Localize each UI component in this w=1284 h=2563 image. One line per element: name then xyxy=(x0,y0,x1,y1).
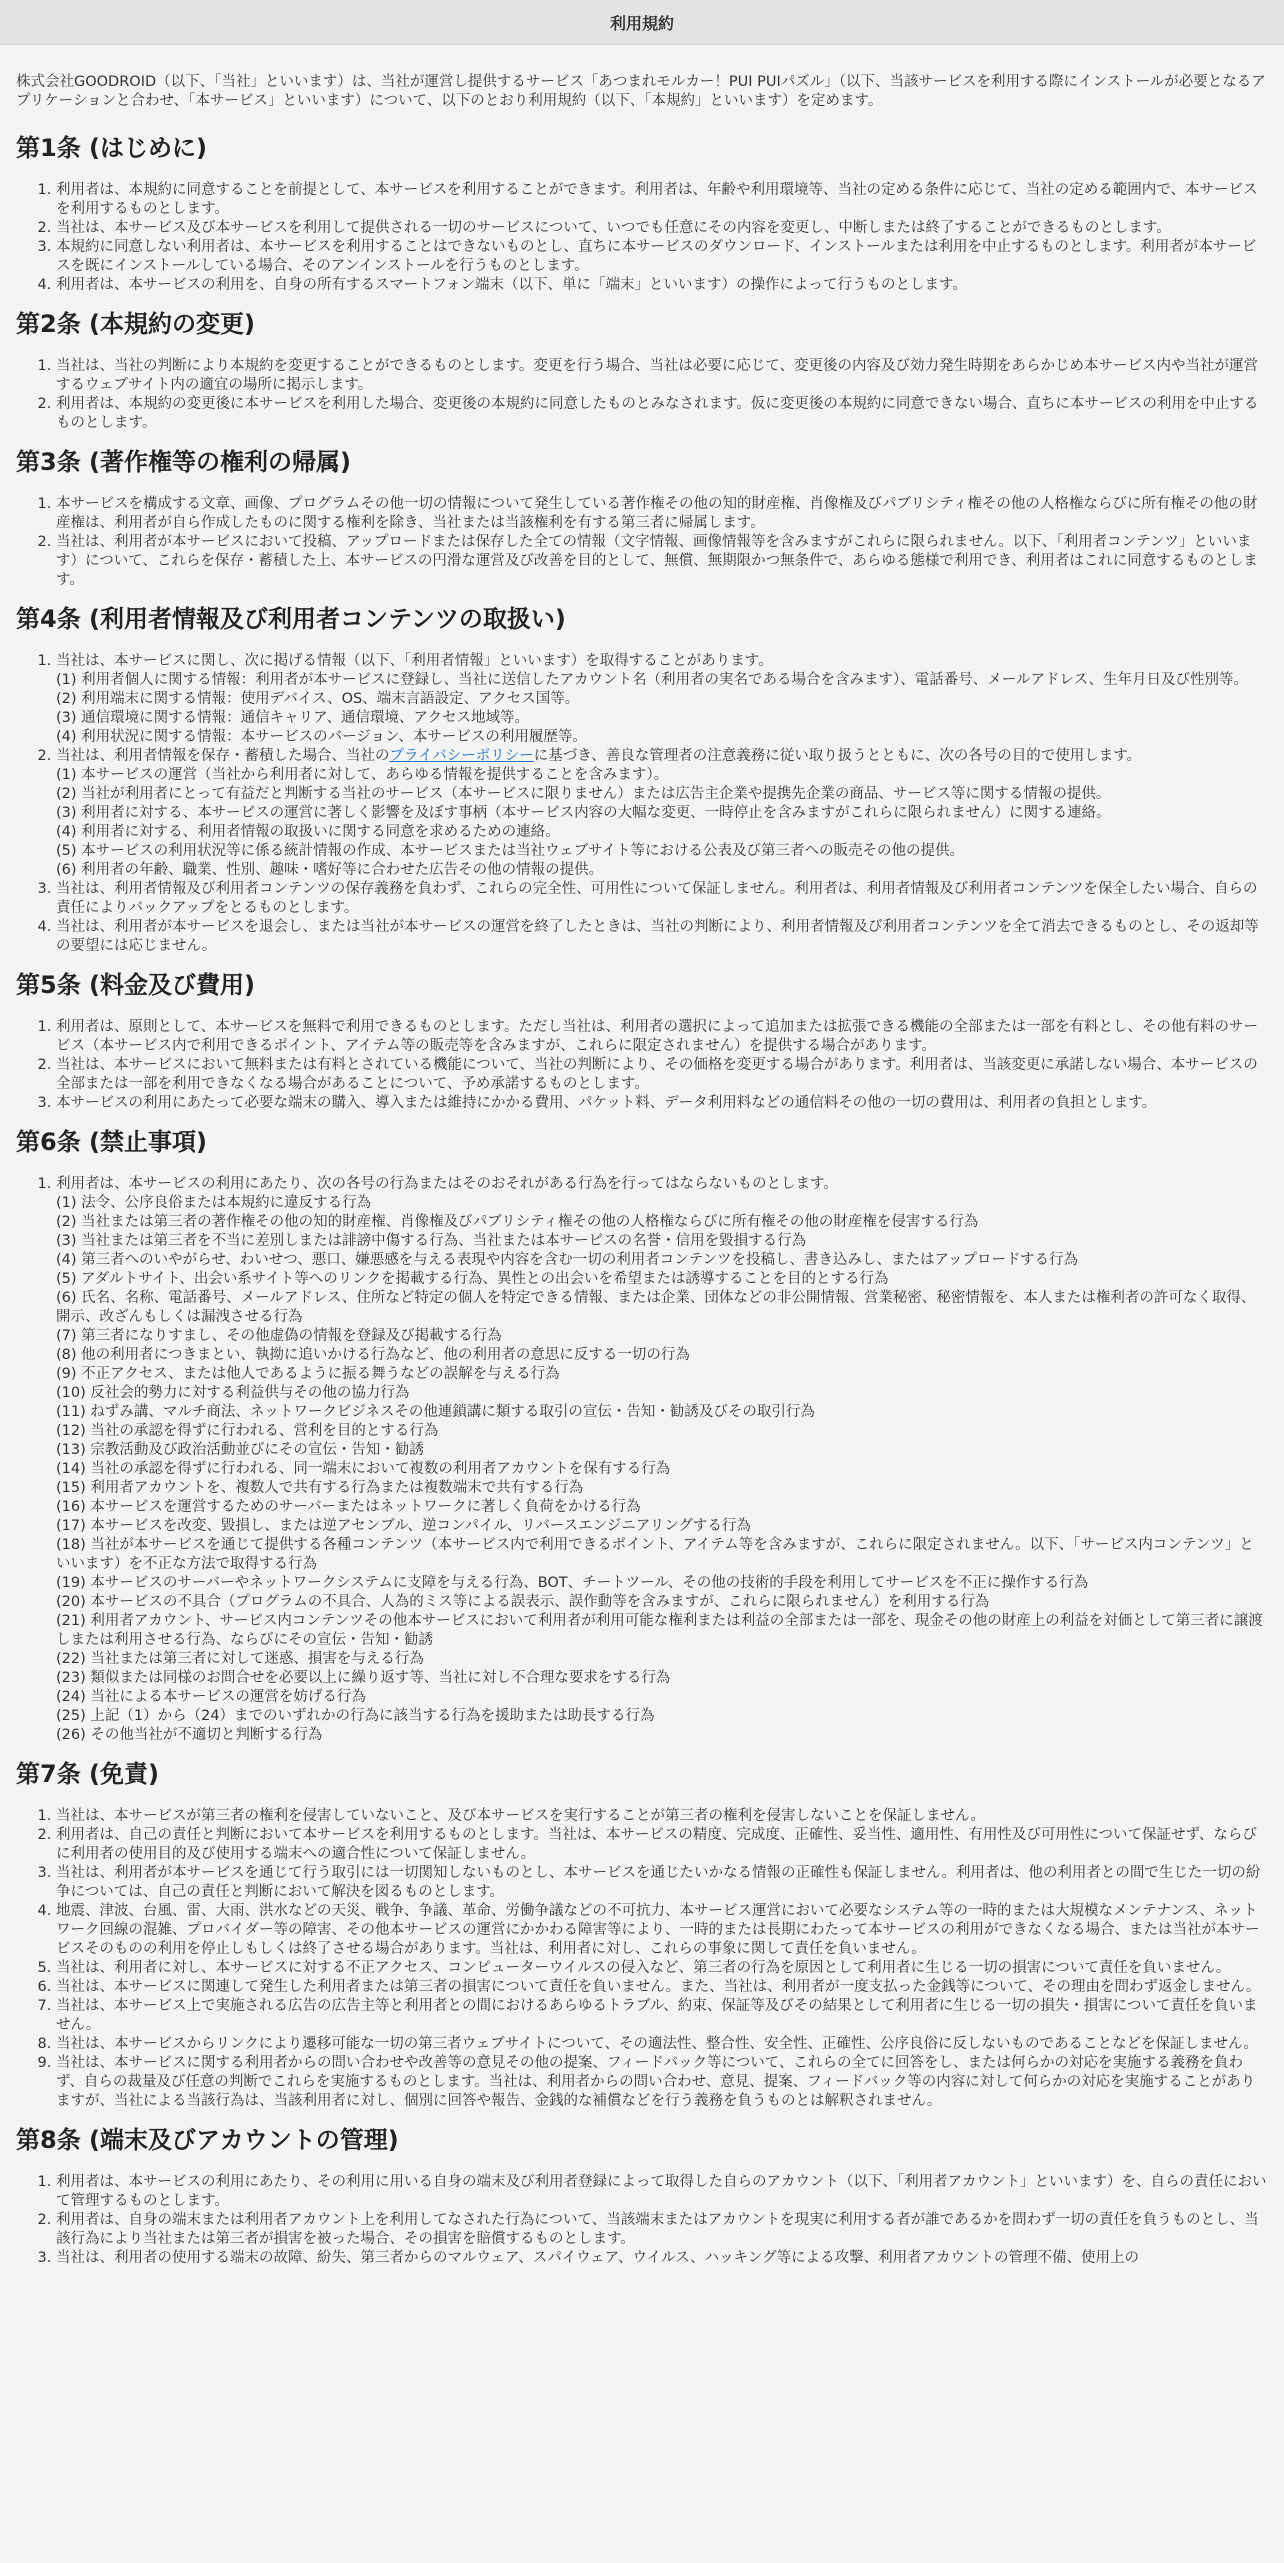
sub-item: (24) 当社による本サービスの運営を妨げる行為 xyxy=(56,1689,366,1705)
item-text: 本サービスの利用にあたって必要な端末の購入、導入または維持にかかる費用、パケット料、データ利用料などの通信料その他の一切の費用は、利用者の負担とします。 xyxy=(56,1095,1157,1111)
item-text: 利用者は、本サービスの利用を、自身の所有するスマートフォン端末（以下、単に「端末」といいます）の操作によって行うものとします。 xyxy=(56,277,967,293)
article-item xyxy=(56,747,1268,880)
article-item xyxy=(56,1175,1268,1745)
item-text: 当社は、本サービスにおいて無料または有料とされている機能について、当社の判断により、その価格を変更する場合があります。利用者は、当該変更に承諾しない場合、本サービスの全部または一部を利用できなくなる場合があることについて、予め承諾するものとします。 xyxy=(56,1057,1258,1092)
item-text: 当社は、利用者に対し、本サービスに対する不正アクセス、コンピューターウイルスの侵入など、第三者の行為を原因として利用者に生じる一切の損害について責任を負いません。 xyxy=(56,1960,1231,1976)
article-item xyxy=(56,1018,1268,1056)
item-text: 当社は、利用者情報を保存・蓄積した場合、当社の xyxy=(56,748,390,764)
item-text: 当社は、本サービスが第三者の権利を侵害していないこと、及び本サービスを実行することが第三者の権利を侵害しないことを保証しません。 xyxy=(56,1808,985,1824)
sub-item: (3) 利用者に対する、本サービスの運営に著しく影響を及ぼす事柄（本サービス内容の大幅な変更、一時停止を含みますがこれらに限られません）に関する連絡。 xyxy=(56,805,1111,821)
article-item xyxy=(56,2173,1268,2211)
sub-item: (13) 宗教活動及び政治活動並びにその宣伝・告知・勧誘 xyxy=(56,1442,424,1458)
article-title: 第2条 (本規約の変更) xyxy=(16,310,255,338)
article-list xyxy=(16,495,1268,590)
item-text: 利用者は、原則として、本サービスを無料で利用できるものとします。ただし当社は、利用者の選択によって追加または拡張できる機能の全部または一部を有料とし、その他有料のサービス（本サービス内で利用できるポイント、アイテム等の販売等を含みますが、これらに限定されません）を提供する場合があります。 xyxy=(56,1019,1259,1054)
item-text: 利用者は、本サービスの利用にあたり、その利用に用いる自身の端末及び利用者登録によって取得した自らのアカウント（以下、「利用者アカウント」といいます）を、自らの責任において管理するものとします。 xyxy=(56,2174,1267,2209)
header-bar xyxy=(0,0,1284,45)
article-item xyxy=(56,2054,1268,2111)
item-text: 当社は、利用者情報及び利用者コンテンツの保存義務を負わず、これらの完全性、可用性について保証しません。利用者は、利用者情報及び利用者コンテンツを保全したい場合、自らの責任によりバックアップをとるものとします。 xyxy=(56,881,1258,916)
article-list xyxy=(16,1018,1268,1113)
sub-item: (4) 利用状況に関する情報：本サービスのバージョン、本サービスの利用履歴等。 xyxy=(56,729,587,745)
sub-item: (20) 本サービスの不具合（プログラムの不具合、人為的ミス等による誤表示、誤作動等を含みますが、これらに限られません）を利用する行為 xyxy=(56,1594,990,1610)
sub-item: (5) 本サービスの利用状況等に係る統計情報の作成、本サービスまたは当社ウェブサイト等における公表及び第三者への販売その他の提供。 xyxy=(56,843,965,859)
sub-item: (6) 氏名、名称、電話番号、メールアドレス、住所など特定の個人を特定できる情報、または企業、団体などの非公開情報、営業秘密、秘密情報を、本人または権利者の許可なく取得、開示、改ざんもしくは漏洩させる行為 xyxy=(56,1290,1256,1325)
article-title: 第5条 (料金及び費用) xyxy=(16,971,255,999)
item-text: 当社は、本サービスに関連して発生した利用者または第三者の損害について責任を負いません。また、当社は、利用者が一度支払った金銭等について、その理由を問わず返金しません。 xyxy=(56,1979,1261,1995)
sub-item: (25) 上記（1）から（24）までのいずれかの行為に該当する行為を援助または助長する行為 xyxy=(56,1708,655,1724)
article-list xyxy=(16,1807,1268,2111)
article-item xyxy=(56,1864,1268,1902)
article-item xyxy=(56,357,1268,395)
sub-item: (12) 当社の承認を得ずに行われる、営利を目的とする行為 xyxy=(56,1423,439,1439)
sub-item: (23) 類似または同様のお問合せを必要以上に繰り返す等、当社に対し不合理な要求をする行為 xyxy=(56,1670,671,1686)
sub-item: (7) 第三者になりすまし、その他虚偽の情報を登録及び掲載する行為 xyxy=(56,1328,502,1344)
sub-item: (3) 通信環境に関する情報：通信キャリア、通信環境、アクセス地域等。 xyxy=(56,710,530,726)
article-item xyxy=(56,1094,1268,1113)
article-item xyxy=(56,1826,1268,1864)
article-item xyxy=(56,2249,1268,2268)
sub-item: (1) 法令、公序良俗または本規約に違反する行為 xyxy=(56,1195,372,1211)
article-list xyxy=(16,652,1268,956)
sub-item: (10) 反社会的勢力に対する利益供与その他の協力行為 xyxy=(56,1385,410,1401)
article-item xyxy=(56,1978,1268,1997)
article-title: 第6条 (禁止事項) xyxy=(16,1128,207,1156)
sub-item: (11) ねずみ講、マルチ商法、ネットワークビジネスその他連鎖講に類する取引の宣伝・告知・勧誘及びその取引行為 xyxy=(56,1404,815,1420)
sub-item: (3) 当社または第三者を不当に差別しまたは誹謗中傷する行為、当社または本サービスの名誉・信用を毀損する行為 xyxy=(56,1233,807,1249)
sub-item: (8) 他の利用者につきまとい、執拗に追いかける行為など、他の利用者の意思に反する一切の行為 xyxy=(56,1347,690,1363)
sub-item: (19) 本サービスのサーバーやネットワークシステムに支障を与える行為、BOT、チートツール、その他の技術的手段を利用してサービスを不正に操作する行為 xyxy=(56,1575,1089,1591)
item-text: 当社は、利用者が本サービスを通じて行う取引には一切関知しないものとし、本サービスを通じたいかなる情報の正確性も保証しません。利用者は、他の利用者との間で生じた一切の紛争については、自己の責任と判断において解決を図るものとします。 xyxy=(56,1865,1261,1900)
article-list xyxy=(16,181,1268,295)
article-item xyxy=(56,395,1268,433)
article-item xyxy=(56,1902,1268,1959)
sub-item: (2) 利用端末に関する情報：使用デバイス、OS、端末言語設定、アクセス国等。 xyxy=(56,691,580,707)
item-text: 当社は、利用者が本サービスにおいて投稿、アップロードまたは保存した全ての情報（文字情報、画像情報等を含みますがこれらに限られません。以下、「利用者コンテンツ」といいます）について、これらを保存・蓄積した上、本サービスの円滑な運営及び改善を目的として、無償、無期限かつ無条件で、あらゆる態様で利用でき、利用者はこれに同意するものとします。 xyxy=(56,534,1258,588)
article-item xyxy=(56,495,1268,533)
article-list xyxy=(16,2173,1268,2268)
sub-item: (4) 第三者へのいやがらせ、わいせつ、悪口、嫌悪感を与える表現や内容を含む一切の利用者コンテンツを投稿し、書き込みし、またはアップロードする行為 xyxy=(56,1252,1079,1268)
sub-item: (5) アダルトサイト、出会い系サイト等へのリンクを掲載する行為、異性との出会いを希望または誘導することを目的とする行為 xyxy=(56,1271,889,1287)
article-item xyxy=(56,533,1268,590)
item-text: 利用者は、自己の責任と判断において本サービスを利用するものとします。当社は、本サービスの精度、完成度、正確性、妥当性、適用性、有用性及び可用性について保証せず、ならびに利用者の使用目的及び使用する端末への適合性について保証しません。 xyxy=(56,1827,1257,1862)
sub-item: (21) 利用者アカウント、サービス内コンテンツその他本サービスにおいて利用者が利用可能な権利または利益の全部または一部を、現金その他の財産上の利益を対価として第三者に譲渡しまたは利用させる行為、ならびにその宣伝・告知・勧誘 xyxy=(56,1613,1263,1648)
article-item xyxy=(56,219,1268,238)
article-item xyxy=(56,276,1268,295)
articles-container xyxy=(16,133,1268,2268)
item-text: 当社は、本サービスからリンクにより遷移可能な一切の第三者ウェブサイトについて、その適法性、整合性、安全性、正確性、公序良俗に反しないものであることなどを保証しません。 xyxy=(56,2036,1258,2052)
item-text: 当社は、利用者が本サービスを退会し、または当社が本サービスの運営を終了したときは、当社の判断により、利用者情報及び利用者コンテンツを全て消去できるものとし、その返却等の要望には応じません。 xyxy=(56,919,1259,954)
article-title: 第3条 (著作権等の権利の帰属) xyxy=(16,448,351,476)
sub-item: (22) 当社または第三者に対して迷惑、損害を与える行為 xyxy=(56,1651,424,1667)
article-item xyxy=(56,1959,1268,1978)
sub-item: (26) その他当社が不適切と判断する行為 xyxy=(56,1727,323,1743)
sub-item: (1) 本サービスの運営（当社から利用者に対して、あらゆる情報を提供することを含みます）。 xyxy=(56,767,669,783)
sub-item: (9) 不正アクセス、または他人であるように振る舞うなどの誤解を与える行為 xyxy=(56,1366,560,1382)
article-item xyxy=(56,1056,1268,1094)
sub-item: (18) 当社が本サービスを通じて提供する各種コンテンツ（本サービス内で利用できるポイント、アイテム等を含みますが、これらに限定されません。以下、「サービス内コンテンツ」といいます）を不正な方法で取得する行為 xyxy=(56,1537,1254,1572)
item-text: に基づき、善良な管理者の注意義務に従い取り扱うとともに、次の各号の目的で使用します。 xyxy=(533,748,1142,764)
item-text: 当社は、利用者の使用する端末の故障、紛失、第三者からのマルウェア、スパイウェア、ウイルス、ハッキング等による攻撃、利用者アカウントの管理不備、使用上の xyxy=(56,2250,1139,2266)
article-item xyxy=(56,880,1268,918)
sub-item: (14) 当社の承認を得ずに行われる、同一端末において複数の利用者アカウントを保有する行為 xyxy=(56,1461,671,1477)
item-text: 当社は、本サービス及び本サービスを利用して提供される一切のサービスについて、いつでも任意にその内容を変更し、中断しまたは終了することができるものとします。 xyxy=(56,220,1171,236)
item-text: 本サービスを構成する文章、画像、プログラムその他一切の情報について発生している著作権その他の知的財産権、肖像権及びパブリシティ権その他の人格権ならびに所有権その他の財産権は、利用者が自ら作成したものに関する権利を除き、当社または当該権利を有する第三者に帰属します。 xyxy=(56,496,1258,531)
terms-content[interactable] xyxy=(0,45,1284,2268)
item-text: 当社は、本サービス上で実施される広告の広告主等と利用者との間におけるあらゆるトラブル、約束、保証等及びその結果として利用者に生じる一切の損失・損害について責任を負いません。 xyxy=(56,1998,1258,2033)
item-text: 当社は、本サービスに関し、次に掲げる情報（以下、「利用者情報」といいます）を取得することがあります。 xyxy=(56,653,773,669)
item-text: 利用者は、本サービスの利用にあたり、次の各号の行為またはそのおそれがある行為を行ってはならないものとします。 xyxy=(56,1176,838,1192)
item-text: 本規約に同意しない利用者は、本サービスを利用することはできないものとし、直ちに本サービスのダウンロード、インストールまたは利用を中止するものとします。利用者が本サービスを既にインストールしている場合、そのアンインストールを行うものとします。 xyxy=(56,239,1257,274)
item-text: 利用者は、本規約の変更後に本サービスを利用した場合、変更後の本規約に同意したものとみなされます。仮に変更後の本規約に同意できない場合、直ちに本サービスの利用を中止するものとします。 xyxy=(56,396,1259,431)
item-text: 利用者は、自身の端末または利用者アカウント上を利用してなされた行為について、当該端末またはアカウントを現実に利用する者が誰であるかを問わず一切の責任を負うものとし、当該行為により当社または第三者が損害を被った場合、その損害を賠償するものとします。 xyxy=(56,2212,1259,2247)
article-title: 第8条 (端末及びアカウントの管理) xyxy=(16,2126,399,2154)
article-item xyxy=(56,1997,1268,2035)
item-text: 当社は、本サービスに関する利用者からの問い合わせや改善等の意見その他の提案、フィードバック等について、これらの全てに回答をし、または何らかの対応を実施する義務を負わず、自らの裁量及び任意の判断でこれらを実施するものとします。当社は、利用者からの問い合わせ、意見、提案、フィードバック等の内容に対して何らかの対応を実施することがありますが、当社による当該行為は、当該利用者に対し、個別に回答や報告、金銭的な補償などを行う義務を負うものとは解釈されません。 xyxy=(56,2055,1256,2109)
sub-item: (1) 利用者個人に関する情報：利用者が本サービスに登録し、当社に送信したアカウント名（利用者の実名である場合を含みます）、電話番号、メールアドレス、生年月日及び性別等。 xyxy=(56,672,1248,688)
article-item xyxy=(56,181,1268,219)
article-item xyxy=(56,918,1268,956)
sub-item: (4) 利用者に対する、利用者情報の取扱いに関する同意を求めるための連絡。 xyxy=(56,824,560,840)
item-text: 当社は、当社の判断により本規約を変更することができるものとします。変更を行う場合、当社は必要に応じて、変更後の内容及び効力発生時期をあらかじめ本サービス内や当社が運営するウェブサイト内の適宜の場所に掲示します。 xyxy=(56,358,1259,393)
item-text: 地震、津波、台風、雷、大雨、洪水などの天災、戦争、争議、革命、労働争議などの不可抗力、本サービス運営において必要なシステム等の一時的または大規模なメンテナンス、ネットワーク回線の混雑、プロバイダー等の障害、その他本サービスの運営にかかわる障害等により、一時的または長期にわたって本サービスの利用ができなくなる場合、または当社が本サービスそのものの利用を停止しもしくは終了させる場合があります。当社は、利用者に対し、これらの事象に関して責任を負いません。 xyxy=(56,1903,1260,1957)
sub-item: (15) 利用者アカウントを、複数人で共有する行為または複数端末で共有する行為 xyxy=(56,1480,584,1496)
sub-item: (2) 当社が利用者にとって有益だと判断する当社のサービス（本サービスに限りません）または広告主企業や提携先企業の商品、サービス等に関する情報の提供。 xyxy=(56,786,1111,802)
article-item xyxy=(56,652,1268,747)
article-title: 第1条 (はじめに) xyxy=(16,134,207,162)
sub-item: (6) 利用者の年齢、職業、性別、趣味・嗜好等に合わせた広告その他の情報の提供。 xyxy=(56,862,604,878)
article-item xyxy=(56,238,1268,276)
sub-item: (2) 当社または第三者の著作権その他の知的財産権、肖像権及びパブリシティ権その他の人格権ならびに所有権その他の財産権を侵害する行為 xyxy=(56,1214,979,1230)
intro-paragraph: 株式会社GOODROID（以下、「当社」といいます）は、当社が運営し提供するサービス「あつまれモルカー！PUI PUIパズル」（以下、当該サービスを利用する際にインストールが必要となるアプリケーションと合わせ、「本サービス」といいます）について、以下のとおり利用規約（以下、「本規約」といいます）を定めます。 xyxy=(16,74,1266,109)
article-list xyxy=(16,1175,1268,1745)
article-item xyxy=(56,1807,1268,1826)
privacy-policy-link[interactable]: プライバシーポリシー xyxy=(389,748,534,764)
article-item xyxy=(56,2035,1268,2054)
sub-item: (16) 本サービスを運営するためのサーバーまたはネットワークに著しく負荷をかける行為 xyxy=(56,1499,641,1515)
article-title: 第7条 (免責) xyxy=(16,1760,159,1788)
page-title: 利用規約 xyxy=(609,13,674,33)
item-text: 利用者は、本規約に同意することを前提として、本サービスを利用することができます。利用者は、年齢や利用環境等、当社の定める条件に応じて、当社の定める範囲内で、本サービスを利用するものとします。 xyxy=(56,182,1258,217)
article-list xyxy=(16,357,1268,433)
sub-item: (17) 本サービスを改変、毀損し、または逆アセンブル、逆コンパイル、リバースエンジニアリングする行為 xyxy=(56,1518,751,1534)
article-title: 第4条 (利用者情報及び利用者コンテンツの取扱い) xyxy=(16,605,566,633)
article-item xyxy=(56,2211,1268,2249)
